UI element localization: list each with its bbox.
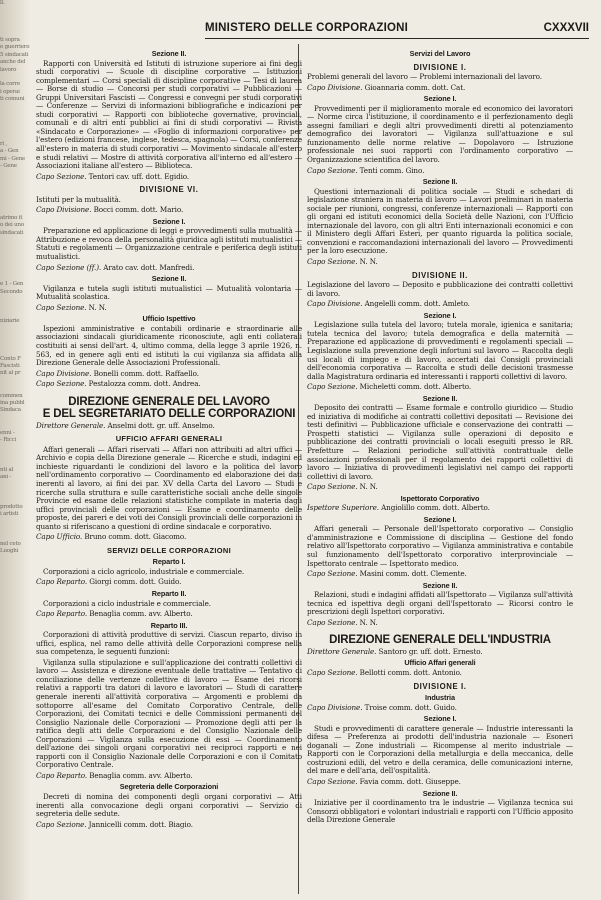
role-label: Capo Sezione.	[36, 171, 87, 181]
bleed-line	[0, 348, 30, 355]
official-line	[307, 619, 573, 628]
bleed-line	[0, 496, 30, 503]
official-name: N. N.	[86, 302, 107, 312]
role-label: Capo Sezione.	[307, 257, 358, 267]
body-paragraph: Provvedimenti per il miglioramento morale ed economico dei lavoratori — Norme circa l'istituzione, il coordinamento e il perfezionamento degli assegni familiari e degli altri provvedimenti diretti al potenziamento demografico dei lavoratori — Vigilanza sull'attuazione e sul funzionamento delle norme relative — Dopolavoro — Istruzione professionale nei suoi rapporti con l'ordinamento corporativo — Organizzazione scientifica del lavoro.	[307, 103, 573, 165]
section-heading: Servizi del Lavoro	[409, 49, 471, 58]
official-name: N. N.	[357, 617, 378, 627]
bleed-line: i operai	[0, 88, 20, 95]
left-column	[36, 47, 302, 899]
directorate-heading-line: DIREZIONE GENERALE DEL LAVORO	[68, 395, 270, 408]
role-label: Ispettore Superiore.	[307, 503, 379, 513]
section-heading: Ufficio Ispettivo	[142, 314, 196, 324]
official-line	[307, 167, 573, 176]
bleed-line	[0, 244, 30, 251]
official-name: Micheletti comm. dott. Alberto.	[357, 382, 472, 392]
body-paragraph: Relazioni, studi e indagini affidati all'Ispettorato — Vigilanza sull'attività tecnica ed ispettiva degli organi dell'Ispettorato — Ricorsi contro le prescrizioni degli Ispettori corporativi.	[307, 590, 573, 617]
bleed-line	[0, 74, 30, 81]
division-heading: DIVISIONE I.	[413, 681, 467, 691]
role-label: Direttore Generale.	[307, 646, 377, 656]
bleed-line	[0, 22, 30, 29]
official-line	[307, 778, 573, 787]
bleed-line	[0, 207, 30, 214]
bleed-line	[0, 30, 30, 37]
bleed-line	[0, 252, 30, 259]
bleed-line	[0, 200, 30, 207]
official-line	[36, 578, 302, 587]
bleed-line	[0, 526, 30, 533]
official-line	[36, 821, 302, 830]
bleed-line: e 1 - Gen	[0, 281, 24, 288]
bleed-line: ll.	[0, 0, 5, 6]
division-heading: DIVISIONE II.	[412, 270, 468, 280]
bleed-line	[0, 444, 30, 451]
bleed-line: nit al pr	[0, 370, 21, 377]
bleed-line	[0, 459, 30, 466]
official-name: Bonelli comm. dott. Raffaello.	[91, 368, 199, 378]
official-line	[307, 84, 573, 93]
official-name: Bocci comm. dott. Mario.	[91, 205, 184, 215]
division-description: Istituti per la mutualità.	[36, 194, 121, 204]
section-heading: Ispettorato Corporativo	[400, 493, 480, 503]
official-name: Masini comm. dott. Clemente.	[357, 569, 467, 579]
section-heading: Sezione II.	[422, 788, 458, 798]
bleed-line: sindacati	[0, 229, 24, 236]
bleed-line: a - Gen	[0, 148, 19, 155]
role-label: Direttore Generale.	[36, 420, 106, 430]
bleed-line	[0, 452, 30, 459]
official-name: Giorgi comm. dott. Guido.	[87, 577, 182, 587]
bleed-line: Sindaca	[0, 407, 21, 414]
bleed-line: lavoro	[0, 66, 17, 73]
bleed-line: Luoghi	[0, 548, 19, 555]
bleed-line	[0, 533, 30, 540]
running-header	[205, 22, 589, 39]
official-name: N. N.	[357, 257, 378, 267]
bleed-line	[0, 518, 30, 525]
division-description: Legislazione del lavoro — Deposito e pubblicazione dei contratti collettivi di lavoro.	[307, 280, 573, 298]
bleed-line	[0, 237, 30, 244]
role-label: Capo Divisione.	[36, 205, 92, 215]
official-line	[307, 258, 573, 267]
bleed-line: ti comuni	[0, 96, 25, 103]
official-name: Favia comm. dott. Giuseppe.	[357, 776, 461, 786]
office-heading: SERVIZI DELLE CORPORAZIONI	[107, 545, 231, 555]
bleed-line	[0, 178, 30, 185]
section-heading: Sezione I.	[423, 310, 457, 320]
role-label: Capo Divisione.	[307, 82, 363, 92]
division-heading: DIVISIONE I.	[413, 62, 467, 72]
official-name: Tentori cav. uff. dott. Egidio.	[86, 171, 190, 181]
official-line	[36, 173, 302, 182]
section-heading: Sezione II.	[422, 580, 458, 590]
official-line	[36, 206, 302, 215]
directorate-heading-line: E DEL SEGRETARIATO DELLE CORPORAZIONI	[42, 408, 296, 421]
bleed-line	[0, 555, 30, 562]
section-heading: Sezione II.	[422, 393, 458, 403]
official-name: Gioannaria comm. dott. Cat.	[362, 82, 466, 92]
bleed-line: nel ceto	[0, 540, 21, 547]
bleed-line	[0, 104, 30, 111]
role-label: Capo Divisione.	[307, 702, 363, 712]
bleed-line	[0, 274, 30, 281]
official-name: Jannicelli comm. dott. Biagio.	[86, 819, 193, 829]
bleed-line: la corre	[0, 81, 21, 88]
body-paragraph: Preparazione ed applicazione di leggi e provvedimenti sulla mutualità — Attribuzione e revoca della personalità giuridica agli istituti mutualistici — Statuti e regolamenti — Organizzazione centrale e periferica degli istituti mutualistici.	[36, 226, 302, 262]
office-heading: UFFICIO AFFARI GENERALI	[115, 434, 223, 444]
section-heading: Industria	[425, 693, 455, 703]
role-label: Capo Divisione.	[36, 368, 92, 378]
page-number: CXXXVII	[543, 22, 589, 34]
body-paragraph: Corporazioni di attività produttive di servizi. Ciascun reparto, diviso in uffici, esplica, nel ramo delle attività delle Corporazioni comprese nella sua competenza, le seguenti funzioni:	[36, 630, 302, 657]
role-label: Capo Divisione.	[307, 299, 363, 309]
bleed-line	[0, 259, 30, 266]
bleed-line	[0, 304, 30, 311]
bleed-line	[0, 193, 30, 200]
bleed-line	[0, 570, 30, 577]
bleed-line	[0, 415, 30, 422]
bleed-line	[0, 333, 30, 340]
bleed-line: prodotto	[0, 503, 23, 510]
official-line	[307, 648, 573, 657]
section-heading: Ufficio Affari generali	[404, 658, 476, 668]
section-heading: Sezione II.	[151, 49, 187, 58]
bleed-line	[0, 111, 30, 118]
official-line	[36, 533, 302, 542]
role-label: Capo Sezione.	[36, 302, 87, 312]
bleed-line: ani -	[0, 474, 12, 480]
official-name: Arato cav. dott. Manfredi.	[101, 262, 195, 272]
bleed-line: Conto F	[0, 355, 21, 362]
official-name: Pestalozza comm. dott. Andrea.	[86, 379, 201, 389]
body-paragraph: Corporazioni a ciclo agricolo, industriale e commerciale.	[43, 566, 245, 576]
bleed-line	[0, 385, 30, 392]
bleed-line	[0, 296, 30, 303]
body-paragraph: Affari generali — Personale dell'Ispettorato corporativo — Consiglio d'amministrazione e Commissione di disciplina — Gestione del fondo relativo all'Ispettorato corporativo — Vigilanza amministrativa e contabile sul funzionamento dell'Ispettorato corporativo interprovinciale — Ispettorato centrale — Ispettorato medico.	[307, 524, 573, 568]
bleed-line	[0, 267, 30, 274]
body-paragraph: Rapporti con Università ed Istituti di istruzione superiore ai fini degli studi corporativi — Scuole di discipline corporative — Istituzioni complementari — Corsi speciali di discipline corporative — Tesi di laurea — Borse di studio — Concorsi per studi corporativi — Pubblicazioni — Gruppi Universitari Fascisti — Congressi e convegni per studi corporativi — Conferenze — Servizi di informazioni bibliografiche e indicazioni per studi corporativi — Rapporti con biblioteche governative, provinciali, comunali e di altri enti pubblici ai fini di studi corporativi — Rivista «Sindacato e Corporazione» — «Foglio di informazioni corporative» per l'estero (edizioni francese, inglese, tedesca, spagnola) — Corsi, conferenze all'estero in materia di studi corporativi — Movimento sindacale all'estero e studi relativi — Mostre di attività corporativa all'interno ed all'estero — Associazioni italiane all'estero — Biblioteca.	[36, 58, 302, 171]
official-name: Bruno comm. dott. Giacomo.	[82, 532, 187, 542]
running-head-title: MINISTERO DELLE CORPORAZIONI	[205, 22, 409, 34]
official-name: Benaglia comm. avv. Alberto.	[87, 770, 193, 780]
official-name: Angiolillo comm. dott. Alberto.	[378, 503, 490, 513]
official-name: Santoro gr. uff. dott. Ernesto.	[376, 646, 483, 656]
body-paragraph: Affari generali — Affari riservati — Affari non attribuiti ad altri uffici — Archivio e copia della Direzione generale — Ricerche e studi, indagini ed inchieste riguardanti le condizioni del lavoro e la politica del lavoro nell'ordinamento corporativo — Coordinamento ed elaborazione dei dati inerenti al lavoro, ai fini dei par. XV della Carta del Lavoro — Studi e ricerche sulla struttura e sulle caratteristiche sociali anche delle singole Provincie ed esame delle relazioni statistiche compilate in materia dagli uffici provinciali delle corporazioni — Esame e coordinamento delle proposte, dei pareri e dei voti dei Consigli provinciali delle corporazioni in quanto si riferiscano a questioni di ordine sindacale e corporativo.	[36, 444, 302, 531]
role-label: Capo Sezione.	[307, 382, 358, 392]
bleed-line	[0, 133, 30, 140]
body-paragraph: Iniziative per il coordinamento tra le industrie — Vigilanza tecnica sui Consorzi obbligatori e volontari industriali e rapporti con l'Ufficio apposito della Direzione Generale	[307, 798, 573, 825]
role-label: Capo Sezione.	[36, 819, 87, 829]
bleed-line: ri ,	[0, 140, 8, 147]
bleed-line	[0, 326, 30, 333]
bleed-line: anche del	[0, 59, 26, 66]
bleed-line: 5 sindacati	[0, 51, 29, 58]
role-label: Capo Ufficio.	[36, 532, 83, 542]
official-line	[36, 380, 302, 389]
section-heading: Sezione I.	[423, 714, 457, 724]
official-line	[307, 300, 573, 309]
official-line	[36, 264, 302, 273]
body-paragraph: Questioni internazionali di politica sociale — Studi e schedari di legislazione straniera in materia di lavoro — Lavori preliminari in materia sociale per riunioni, congressi, conferenze internazionali — Rapporti con gli organi ed istituti economici della Società delle Nazioni, con l'Ufficio internazionale del lavoro, con gli altri Enti internazionali economici e con il Ministero degli Affari Esteri, per quanto riguarda la politica sociale, convenzioni e raccomandazioni internazionali del lavoro — Provvedimenti per la loro esecuzione.	[307, 186, 573, 256]
directorate-heading	[307, 634, 573, 647]
role-label: Capo Sezione.	[36, 379, 87, 389]
bleed-line	[0, 170, 30, 177]
official-line	[36, 422, 302, 431]
official-name: Troise comm. dott. Guido.	[362, 702, 457, 712]
bleed-line	[0, 126, 30, 133]
role-label: Capo Sezione.	[307, 667, 358, 677]
section-heading: Sezione I.	[423, 514, 457, 524]
role-label: Capo Sezione.	[307, 569, 358, 579]
bleed-line: commen	[0, 392, 23, 399]
bleed-line: - Gene	[0, 162, 17, 169]
official-line	[36, 304, 302, 313]
bleed-line	[0, 378, 30, 385]
section-heading: Sezione II.	[151, 274, 187, 284]
official-line	[307, 669, 573, 678]
official-line	[307, 570, 573, 579]
body-paragraph: Ispezioni amministrative e contabili ordinarie e straordinarie alle associazioni sindacali giuridicamente riconosciute, agli enti collaterali costituiti ai sensi dell'art. 4, ultimo comma, della legge 3 aprile 1926, n. 563, ed in genere agli enti ed istituti la cui vigilanza sia affidata alla Direzione Generale delle Associazioni Professionali.	[36, 323, 302, 368]
role-label: Capo Sezione.	[307, 776, 358, 786]
official-line	[307, 704, 573, 713]
section-heading: Segreteria delle Corporazioni	[119, 782, 219, 792]
section-heading: Reparto III.	[150, 620, 188, 630]
official-line	[36, 370, 302, 379]
body-paragraph: Vigilanza sulla stipulazione e sull'applicazione dei contratti collettivi di lavoro — Assistenza e direzione eventuale delle trattative — Tentativo di conciliazione delle vertenze collettive di lavoro — Esame dei ricorsi relativi a rapporti tra datori di lavoro e lavoratori — Studi di carattere generale inerenti all'attività corporativa — Argomenti e problemi da sottoporre all'esame del Comitato Corporativo Centrale, delle Corporazioni, dei Comitati tecnici e delle Commissioni permanenti del Consiglio Nazionale delle Corporazioni — Promozione degli atti per la ratifica degli atti delle Corporazioni e del Consiglio Nazionale delle Corporazioni — Vigilanza sulla esecuzione di essi — Coordinamento dell'azione dei singoli organi corporativi nei reciproci rapporti e nei rapporti con il Consiglio Nazionale delle Corporazioni e con il Comitato Corporativo Centrale.	[36, 657, 302, 770]
role-label: Capo Sezione.	[307, 482, 358, 492]
bleed-line: mi - Gene	[0, 155, 25, 162]
bleed-line	[0, 481, 30, 488]
section-heading: Sezione I.	[423, 94, 457, 104]
role-label: Capo Sezione.	[307, 617, 358, 627]
body-paragraph: Corporazioni a ciclo industriale e commerciale.	[43, 598, 211, 608]
role-label: Capo Reparto.	[36, 609, 88, 619]
section-heading: Sezione II.	[422, 177, 458, 187]
official-name: N. N.	[357, 482, 378, 492]
section-heading: Sezione I.	[152, 216, 186, 226]
official-line	[36, 610, 302, 619]
division-heading: DIVISIONE VI.	[139, 185, 199, 195]
bleed-line: ti sopra	[0, 37, 20, 44]
section-heading: Reparto I.	[152, 557, 186, 567]
body-paragraph: Vigilanza e tutela sugli istituti mutualistici — Mutualità volontaria — Mutualità scolastica.	[36, 283, 302, 302]
official-name: Anselmi dott. gr. uff. Anselmo.	[105, 420, 215, 430]
official-name: Tenti comm. Gino.	[357, 165, 425, 175]
role-label: Capo Sezione (ff.).	[36, 262, 102, 272]
bleed-line: o dei uno	[0, 222, 24, 229]
official-line	[307, 483, 573, 492]
bleed-line	[0, 341, 30, 348]
directorate-heading	[36, 396, 302, 421]
official-name: Angelelli comm. dott. Amleto.	[362, 299, 470, 309]
official-name: Bellotti comm. dott. Antonio.	[357, 667, 462, 677]
body-paragraph: Legislazione sulla tutela del lavoro; tutela morale, igienica e sanitaria; tutela tecnica del lavoro; tutela demografica e della maternità — Preparazione ed applicazione di provvedimenti e regolamenti speciali — Legislazione sulla prevenzione degli infortuni sul lavoro — Raccolta degli usi locali di impiego e di lavoro, accertati dai Consigli provinciali dell'economia corporativa — Raccolta e studi delle decisioni trasmesse dalla Magistratura ordinaria ed interessanti i rapporti collettivi di lavoro.	[307, 320, 573, 381]
bleed-line: enni -	[0, 429, 15, 436]
official-line	[307, 383, 573, 392]
bleed-line: e guerriero	[0, 44, 30, 51]
division-description: Problemi generali del lavoro — Problemi internazionali del lavoro.	[307, 72, 542, 82]
bleed-line: Fascisti	[0, 362, 20, 369]
bleed-line: - Ricci	[0, 436, 17, 443]
bleed-line	[0, 15, 30, 22]
bleed-line	[0, 489, 30, 496]
bleed-line: ina pubbl	[0, 399, 25, 406]
right-column	[307, 47, 573, 899]
bleed-line: Secondo	[0, 288, 23, 295]
section-heading: Reparto II.	[151, 588, 187, 598]
bleed-line	[0, 422, 30, 429]
bleed-line	[0, 185, 30, 192]
bleed-line: atrimo it	[0, 214, 23, 221]
body-paragraph: Studi e provvedimenti di carattere generale — Industrie interessanti la difesa — Preferenza ai prodotti dell'industria nazionale — Esoneri doganali — Zone industriali — Ricompense al merito industriale — Rapporti con le Corporazioni della metallurgia e della meccanica, delle costruzioni edili, del vetro e della ceramica, delle comunicazioni interne, del mare e dell'aria, dell'ospitalità.	[307, 723, 573, 776]
bleed-line	[0, 563, 30, 570]
bleed-line: niziarie	[0, 318, 20, 325]
bleed-line: nti al	[0, 466, 14, 473]
role-label: Capo Reparto.	[36, 577, 88, 587]
directorate-heading-line: DIREZIONE GENERALE DELL'INDUSTRIA	[329, 634, 551, 647]
official-line	[307, 504, 573, 513]
official-line	[36, 772, 302, 781]
official-name: Benaglia comm. avv. Alberto.	[87, 609, 193, 619]
facing-page-bleed	[0, 0, 30, 900]
bleed-line	[0, 7, 30, 14]
body-paragraph: Decreti di nomina dei componenti degli organi corporativi — Atti inerenti alla convocazione degli organi corporativi — Servizio di segreteria delle sedute.	[36, 792, 302, 819]
bleed-line	[0, 311, 30, 318]
body-paragraph: Deposito dei contratti — Esame formale e controllo giuridico — Studio ed iniziativa di modifiche ai contratti collettivi depositati — Revisione dei testi definitivi — Pubblicazione ufficiale e conservazione dei contratti — Prospetti statistici — Vigilanza sulle operazioni di deposito e pubblicazione dei contratti provinciali o locali eseguiti presso le RR. Prefetture — Relazioni periodiche sull'attività contrattuale delle associazioni professionali per il regolamento dei rapporti collettivi di lavoro — Iniziativa di provvedimenti legislativi nel campo dei rapporti collettivi di lavoro.	[307, 403, 573, 481]
bleed-line: i artisti	[0, 511, 19, 518]
role-label: Capo Reparto.	[36, 770, 88, 780]
bleed-line	[0, 119, 30, 126]
role-label: Capo Sezione.	[307, 165, 358, 175]
